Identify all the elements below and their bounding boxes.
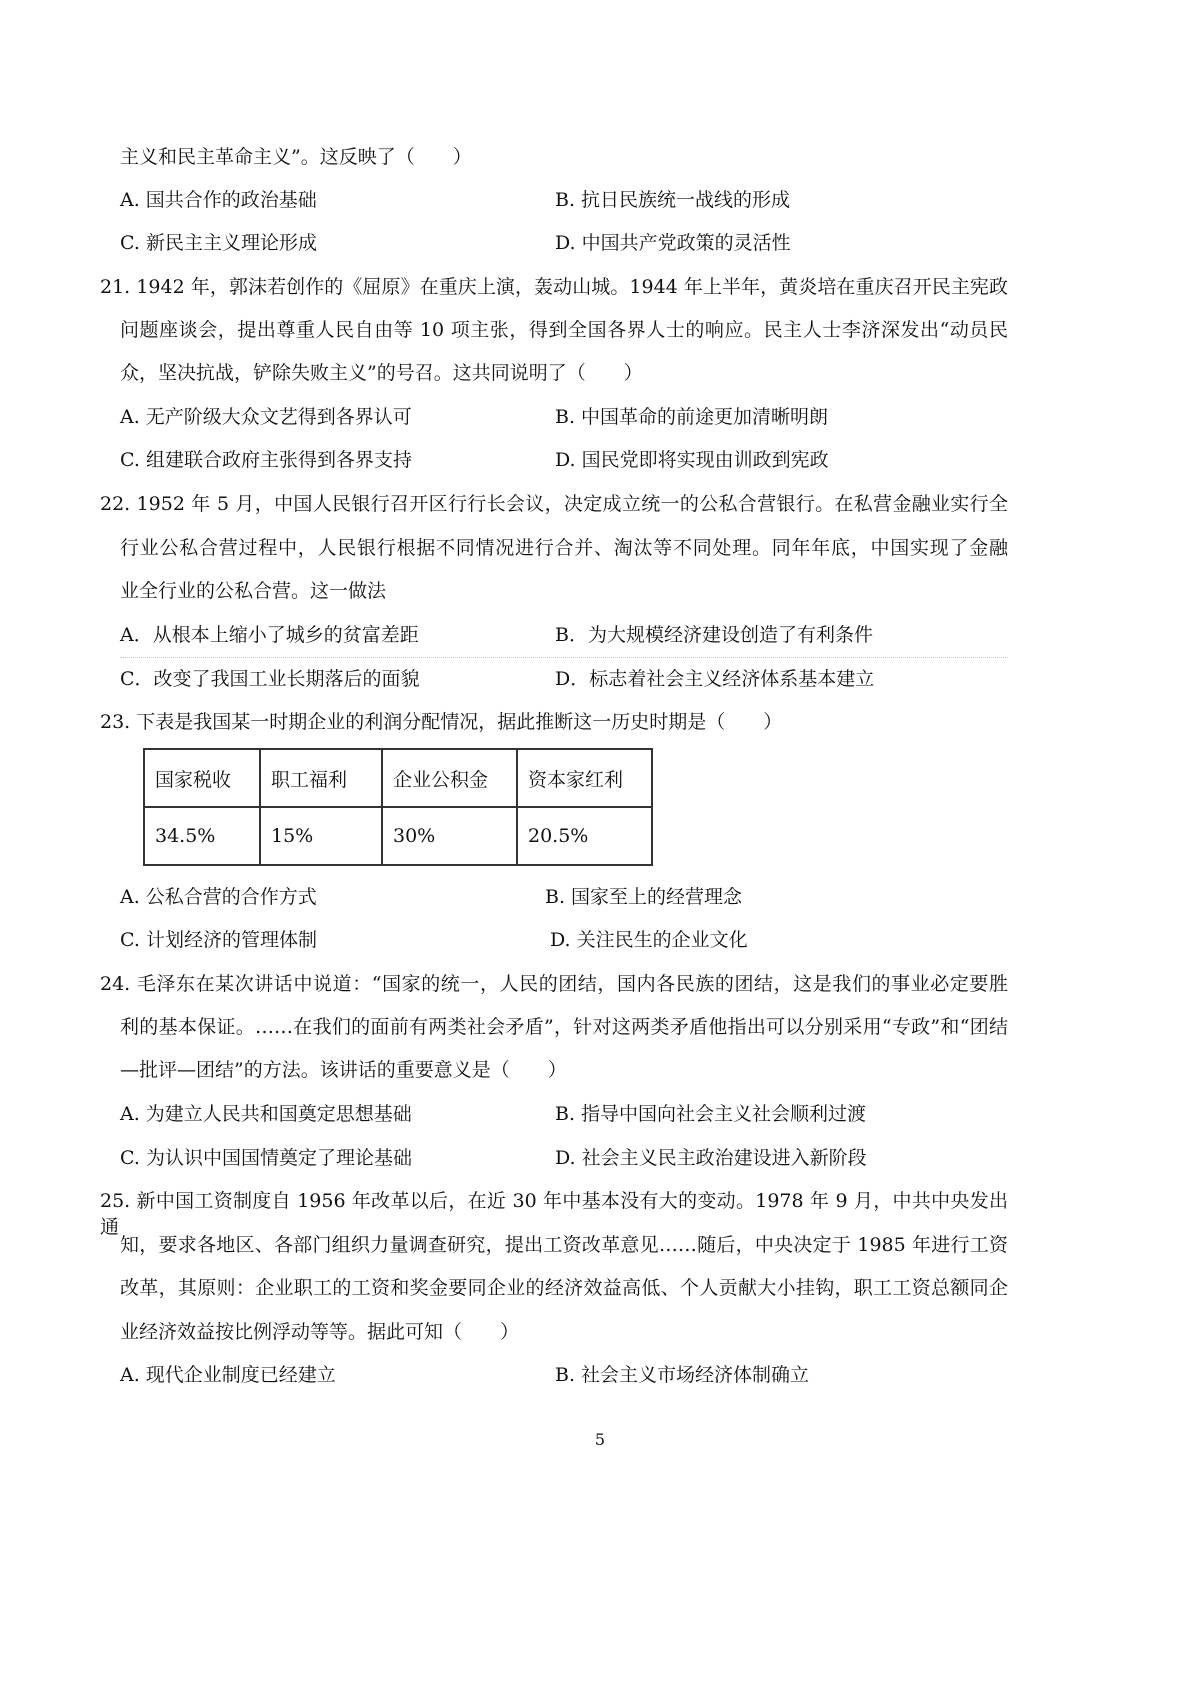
table-header-row bbox=[144, 749, 652, 807]
table-cell: 30% bbox=[382, 807, 517, 865]
dotted-divider bbox=[120, 657, 1008, 658]
q24-stem-line: 利的基本保证。……在我们的面前有两类社会矛盾”，针对这两类矛盾他指出可以分别采用“专政”和“团结 bbox=[120, 1016, 1008, 1038]
q22-stem-line: 行业公私合营过程中，人民银行根据不同情况进行合并、淘汰等不同处理。同年年底，中国实现了金融 bbox=[120, 537, 1008, 559]
q21-stem-line: 问题座谈会，提出尊重人民自由等 10 项主张，得到全国各界人士的响应。民主人士李济深发出“动员民 bbox=[120, 319, 1008, 341]
table-header-cell: 资本家红利 bbox=[517, 749, 652, 807]
q20-stem-tail: 主义和民主革命主义”。这反映了（ ） bbox=[120, 146, 472, 168]
q21-option-c[interactable]: C. 组建联合政府主张得到各界支持 bbox=[120, 449, 412, 471]
q21-stem-line: 21. 1942 年，郭沫若创作的《屈原》在重庆上演，轰动山城。1944 年上半年，黄炎培在重庆召开民主宪政 bbox=[100, 276, 1008, 298]
q24-stem-line: —批评—团结”的方法。该讲话的重要意义是（ ） bbox=[120, 1059, 567, 1081]
q22-option-a[interactable]: A．从根本上缩小了城乡的贫富差距 bbox=[120, 624, 419, 646]
q21-option-d[interactable]: D. 国民党即将实现由训政到宪政 bbox=[555, 449, 829, 471]
q25-option-b[interactable]: B. 社会主义市场经济体制确立 bbox=[555, 1364, 810, 1386]
q23-option-c[interactable]: C. 计划经济的管理体制 bbox=[120, 929, 317, 951]
q24-option-a[interactable]: A. 为建立人民共和国奠定思想基础 bbox=[120, 1103, 412, 1125]
q20-option-a[interactable]: A. 国共合作的政治基础 bbox=[120, 189, 317, 211]
table-row bbox=[144, 807, 652, 865]
q25-stem-line: 25. 新中国工资制度自 1956 年改革以后，在近 30 年中基本没有大的变动。1978 年 9 月，中共中央发出通 bbox=[100, 1190, 1008, 1238]
table-cell: 20.5% bbox=[517, 807, 652, 865]
q22-option-d[interactable]: D．标志着社会主义经济体系基本建立 bbox=[555, 668, 875, 690]
profit-distribution-table bbox=[143, 748, 653, 866]
q20-option-c[interactable]: C. 新民主主义理论形成 bbox=[120, 232, 317, 254]
q22-option-c[interactable]: C．改变了我国工业长期落后的面貌 bbox=[120, 668, 420, 690]
q25-stem-line: 改革，其原则：企业职工的工资和奖金要同企业的经济效益高低、个人贡献大小挂钩，职工工资总额同企 bbox=[120, 1277, 1008, 1299]
table-cell: 15% bbox=[260, 807, 382, 865]
q23-stem-line: 23. 下表是我国某一时期企业的利润分配情况，据此推断这一历史时期是（ ） bbox=[100, 711, 783, 733]
table-cell: 34.5% bbox=[144, 807, 260, 865]
q23-option-b[interactable]: B. 国家至上的经营理念 bbox=[545, 886, 743, 908]
q20-option-b[interactable]: B. 抗日民族统一战线的形成 bbox=[555, 189, 791, 211]
q22-stem-line: 22. 1952 年 5 月，中国人民银行召开区行行长会议，决定成立统一的公私合营银行。在私营金融业实行全 bbox=[100, 493, 1008, 515]
q20-option-d[interactable]: D. 中国共产党政策的灵活性 bbox=[555, 232, 791, 254]
q23-option-a[interactable]: A. 公私合营的合作方式 bbox=[120, 886, 317, 908]
q24-stem-line: 24. 毛泽东在某次讲话中说道：“国家的统一，人民的团结，国内各民族的团结，这是我们的事业必定要胜 bbox=[100, 973, 1008, 995]
q22-option-b[interactable]: B．为大规模经济建设创造了有利条件 bbox=[555, 624, 873, 646]
table-header-cell: 国家税收 bbox=[144, 749, 260, 807]
q21-option-a[interactable]: A. 无产阶级大众文艺得到各界认可 bbox=[120, 406, 412, 428]
q23-option-d[interactable]: D. 关注民生的企业文化 bbox=[550, 929, 748, 951]
q21-stem-line: 众，坚决抗战，铲除失败主义”的号召。这共同说明了（ ） bbox=[120, 362, 643, 384]
q25-stem-line: 业经济效益按比例浮动等等。据此可知（ ） bbox=[120, 1321, 520, 1343]
q21-option-b[interactable]: B. 中国革命的前途更加清晰明朗 bbox=[555, 406, 829, 428]
page-number: 5 bbox=[594, 1430, 606, 1449]
q22-stem-line: 业全行业的公私合营。这一做法 bbox=[120, 580, 387, 602]
q24-option-b[interactable]: B. 指导中国向社会主义社会顺利过渡 bbox=[555, 1103, 867, 1125]
table-header-cell: 企业公积金 bbox=[382, 749, 517, 807]
table-header-cell: 职工福利 bbox=[260, 749, 382, 807]
q25-option-a[interactable]: A. 现代企业制度已经建立 bbox=[120, 1364, 336, 1386]
q24-option-c[interactable]: C. 为认识中国国情奠定了理论基础 bbox=[120, 1147, 412, 1169]
q24-option-d[interactable]: D. 社会主义民主政治建设进入新阶段 bbox=[555, 1147, 867, 1169]
q25-stem-line: 知，要求各地区、各部门组织力量调查研究，提出工资改革意见……随后，中央决定于 1985 年进行工资 bbox=[120, 1234, 1008, 1256]
